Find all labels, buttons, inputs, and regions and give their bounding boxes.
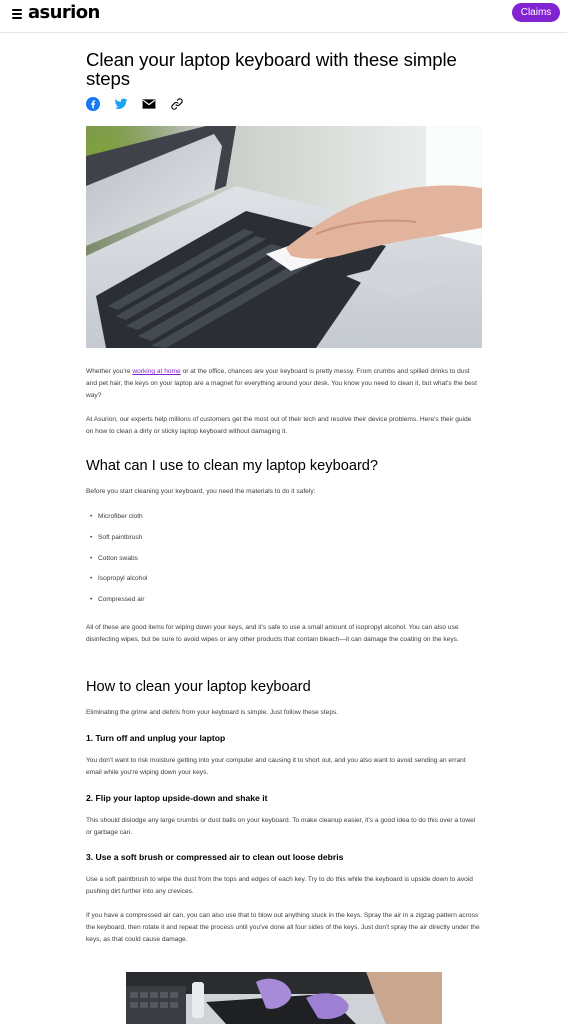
step-3-text: Use a soft paintbrush to wipe the dust from the tops and edges of each key. Try to do this while the keyboard is upside down to avoid pushing dirt further into any crevices. <box>86 876 473 895</box>
step-3-heading: 3. Use a soft brush or compressed air to clean out loose debris <box>86 852 344 862</box>
list-item: • Cotton swabs <box>90 554 147 575</box>
list-item: • Compressed air <box>90 595 147 616</box>
working-at-home-link[interactable]: working at home <box>132 368 181 375</box>
hamburger-menu-icon[interactable] <box>12 9 22 19</box>
site-header <box>0 0 567 33</box>
page-title: Clean your laptop keyboard with these simple steps <box>86 49 457 89</box>
experts-paragraph: At Asurion, our experts help millions of customers get the most out of their tech and resolve their device problems. Here's their guide on how to clean a dirty or sticky laptop keyboard without damaging it. <box>86 416 472 435</box>
materials-lead: Before you start cleaning your keyboard, you need the materials to do it safely: <box>86 488 316 495</box>
materials-note: All of these are good items for wiping down your keys, and it's safe to use a small amount of isopropyl alcohol. You can also use disinfecting wipes, but be sure to avoid wipes or any other products that contain bleach—it can damage the coating on the keys. <box>86 624 459 643</box>
asurion-logo[interactable]: asurion <box>28 2 100 23</box>
section-heading-materials: What can I use to clean my laptop keyboard? <box>86 458 379 474</box>
intro-paragraph: Whether you're working at home or at the office, chances are your keyboard is pretty messy. From crumbs and spilled drinks to dust and pet hair, the keys on your laptop are a magnet for everything around your desk. You know you need to clean it, but what's the best way? <box>86 368 477 399</box>
step-1-heading: 1. Turn off and unplug your laptop <box>86 733 226 743</box>
claims-button[interactable]: Claims <box>512 3 560 22</box>
section-heading-how-to: How to clean your laptop keyboard <box>86 679 311 695</box>
step-3-text-2: If you have a compressed air can, you can also use that to blow out anything stuck in the keys. Spray the air in a zigzag pattern across the keyboard, then rotate it and repeat the process until you've done all four sides of the keys. Just don't spray the air directly under the keys, as that could cause damage. <box>86 912 480 943</box>
how-to-lead: Eliminating the grime and debris from your keyboard is simple. Just follow these steps. <box>86 709 339 716</box>
step-2-text: This should dislodge any large crumbs or dust balls on your keyboard. To make cleanup easier, it's a good idea to do this over a towel or garbage can. <box>86 817 476 836</box>
list-item: • Isopropyl alcohol <box>90 574 147 595</box>
materials-list <box>90 512 147 616</box>
step-1-text: You don't want to risk moisture getting into your computer and causing it to short out, and you also want to avoid sending an errant email while you're wiping down your keys. <box>86 757 466 776</box>
link-icon[interactable] <box>170 97 184 111</box>
list-item: • Microfiber cloth <box>90 512 147 533</box>
hero-laptop-cleaning-image <box>86 126 482 348</box>
list-item: • Soft paintbrush <box>90 533 147 554</box>
article-header <box>86 50 482 88</box>
twitter-icon[interactable] <box>114 97 128 111</box>
share-bar <box>86 97 198 111</box>
gloved-hands-keyboard-image <box>126 972 442 1024</box>
step-2-heading: 2. Flip your laptop upside-down and shake it <box>86 793 268 803</box>
email-icon[interactable] <box>142 97 156 111</box>
facebook-icon[interactable] <box>86 97 100 111</box>
